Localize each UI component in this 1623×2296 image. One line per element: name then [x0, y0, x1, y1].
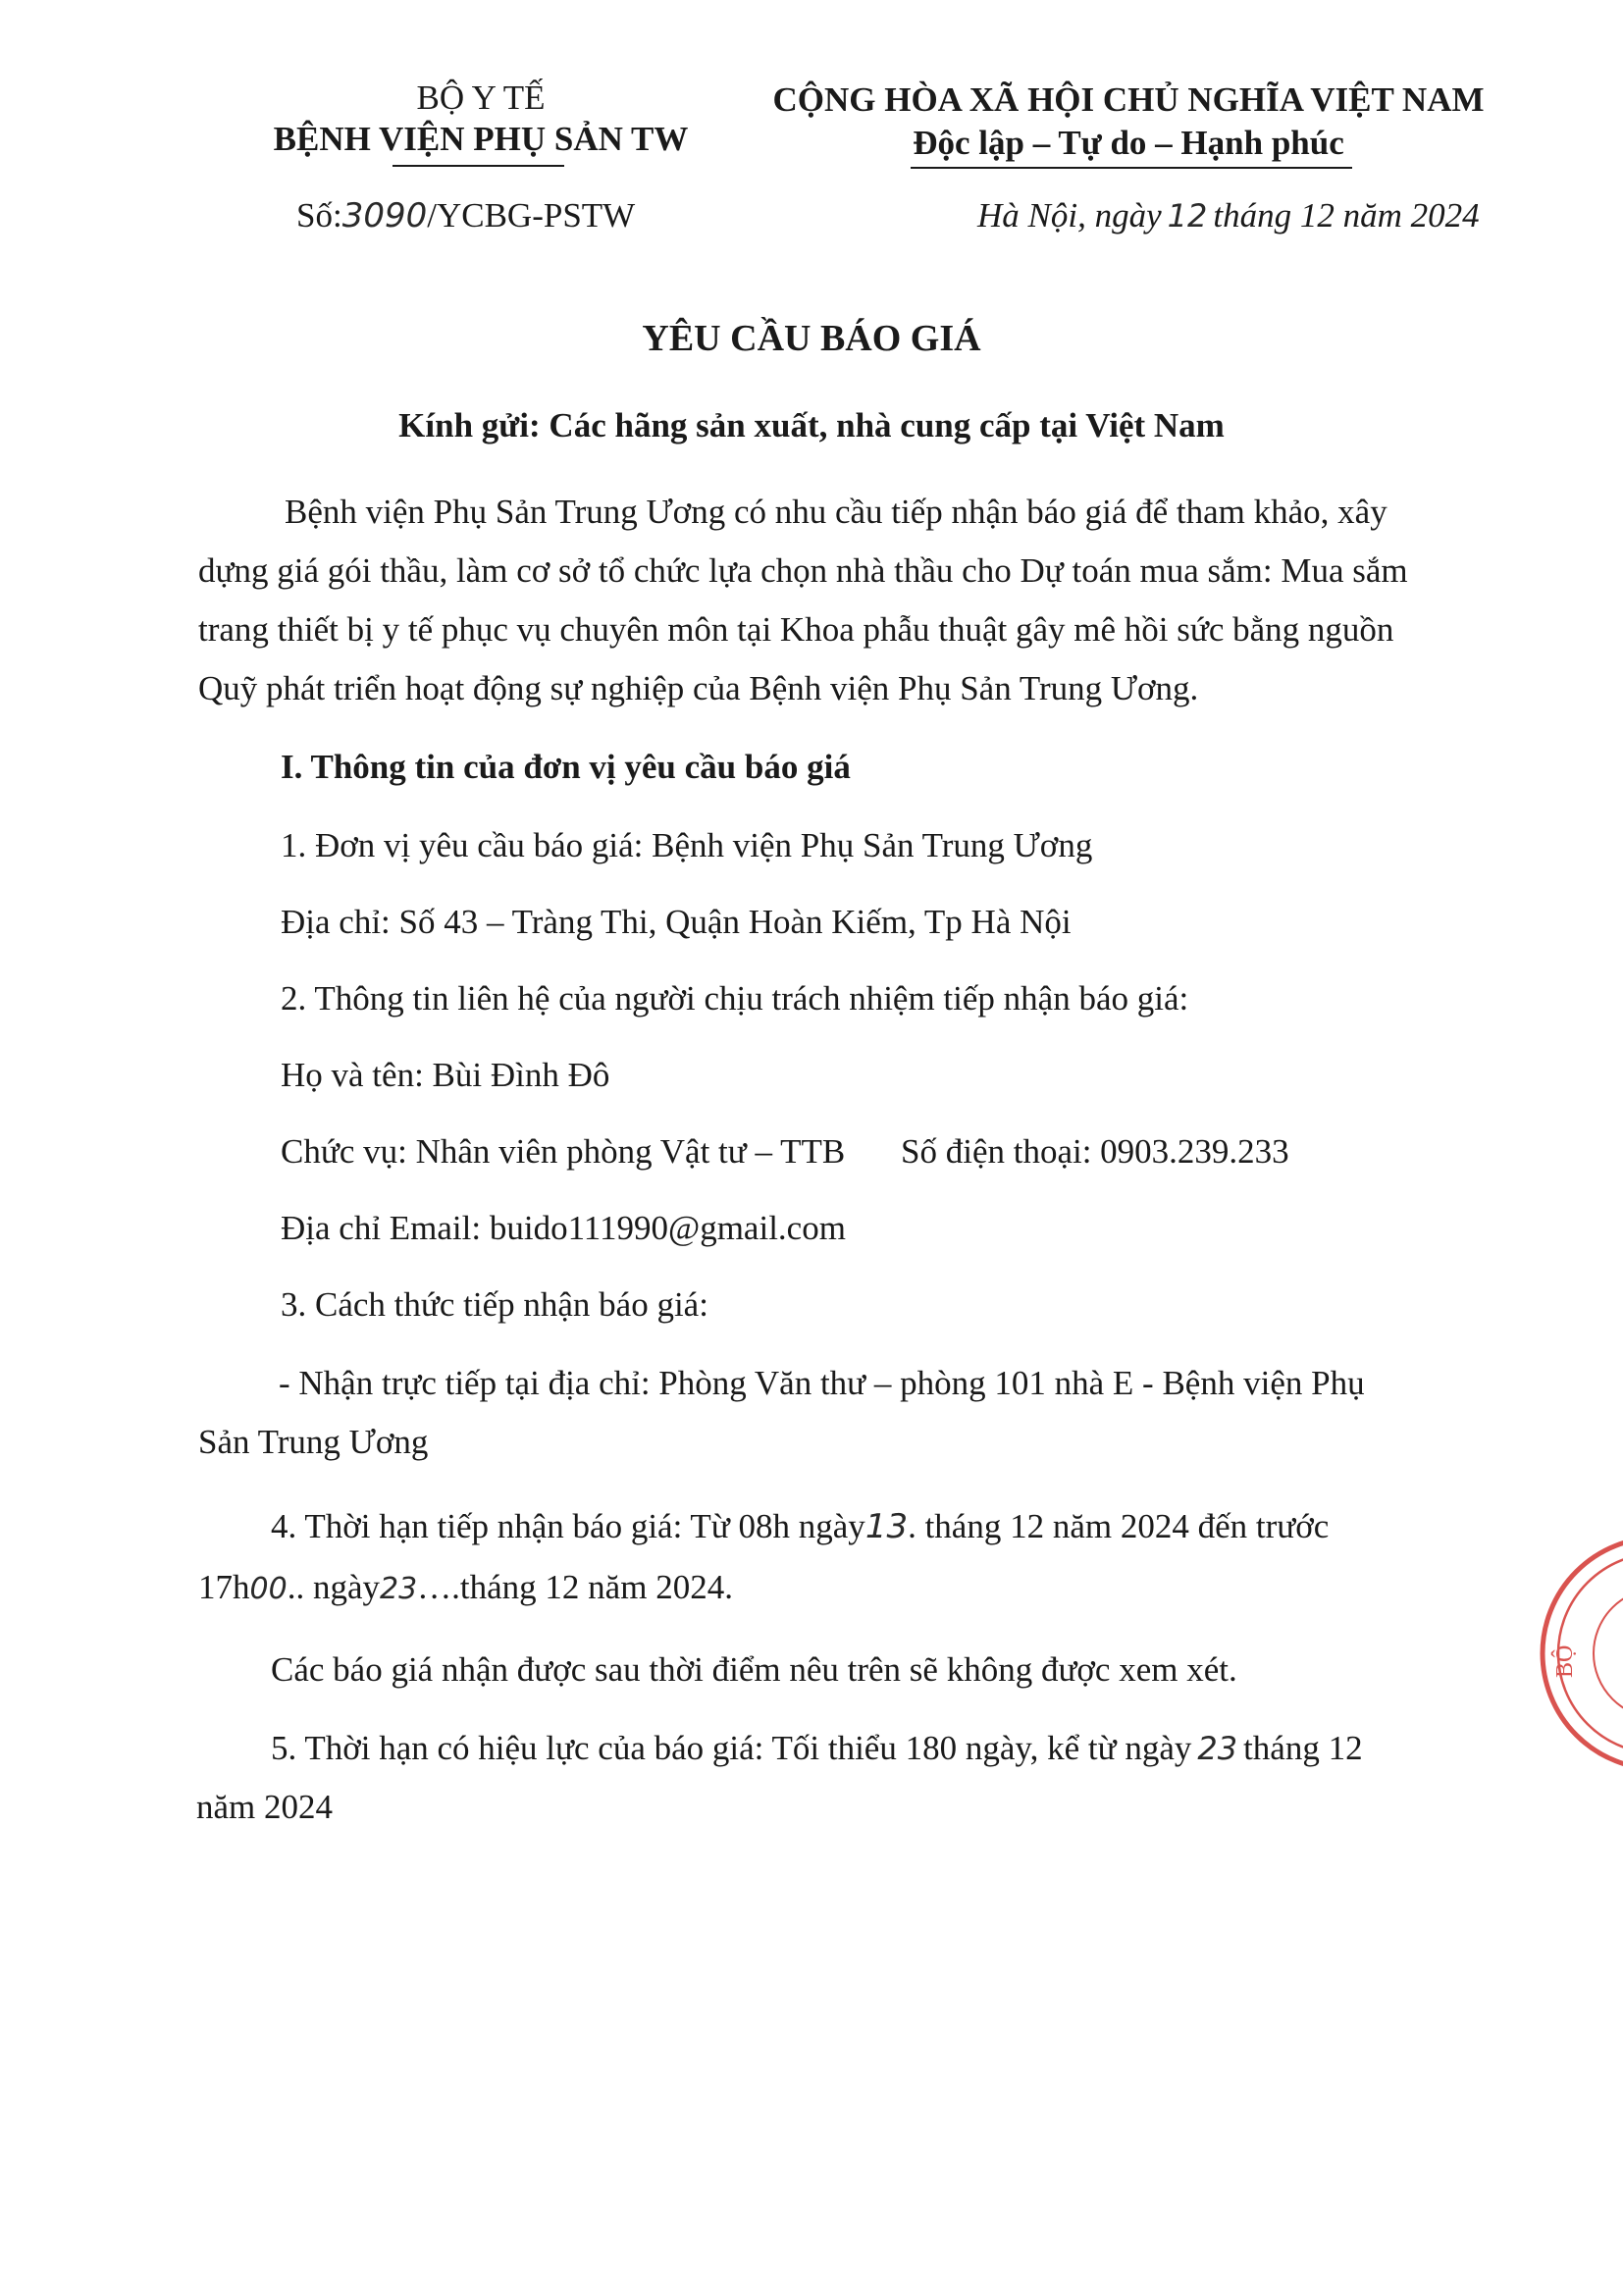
- item-4-handwritten-day: 13: [864, 1507, 909, 1546]
- section-1-heading: I. Thông tin của đơn vị yêu cầu báo giá: [281, 748, 851, 786]
- item-5-handwritten-day: 23: [1197, 1730, 1238, 1767]
- late-quote-note: Các báo giá nhận được sau thời điểm nêu trên sẽ không được xem xét.: [271, 1650, 1237, 1689]
- hospital-underline: [393, 165, 564, 167]
- item-4-line-1: [271, 1505, 1329, 1548]
- recipient-line: Kính gửi: Các hãng sản xuất, nhà cung cấp tại Việt Nam: [398, 406, 1225, 444]
- number-prefix: Số:: [296, 196, 342, 235]
- intro-line-4: Quỹ phát triển hoạt động sự nghiệp của Bệnh viện Phụ Sản Trung Ương.: [198, 669, 1199, 707]
- number-suffix: /YCBG-PSTW: [427, 196, 636, 235]
- item-4-part-a: 4. Thời hạn tiếp nhận báo giá: Từ 08h ngày: [271, 1507, 865, 1545]
- intro-line-1: Bệnh viện Phụ Sản Trung Ương có nhu cầu tiếp nhận báo giá để tham khảo, xây: [285, 493, 1387, 531]
- item-4-part-c: 17h: [198, 1568, 250, 1606]
- item-4-part-b: . tháng 12 năm 2024 đến trước: [908, 1507, 1330, 1545]
- contact-email: Địa chỉ Email: buido111990@gmail.com: [281, 1209, 846, 1247]
- date-suffix: tháng 12 năm 2024: [1213, 196, 1480, 235]
- item-2-contact: 2. Thông tin liên hệ của người chịu trách nhiệm tiếp nhận báo giá:: [281, 979, 1189, 1018]
- contact-phone: Số điện thoại: 0903.239.233: [901, 1132, 1289, 1171]
- date-prefix: Hà Nội, ngày: [977, 196, 1162, 235]
- item-5-line-2: năm 2024: [196, 1788, 334, 1826]
- date-handwritten: 12: [1167, 197, 1208, 235]
- item-4-part-e: ….tháng 12 năm 2024.: [417, 1568, 733, 1606]
- item-4-line-2: [198, 1566, 733, 1609]
- intro-line-2: dựng giá gói thầu, làm cơ sở tổ chức lựa chọn nhà thầu cho Dự toán mua sắm: Mua sắm: [198, 551, 1408, 590]
- address-line: Địa chỉ: Số 43 – Tràng Thi, Quận Hoàn Kiếm, Tp Hà Nội: [281, 903, 1072, 941]
- item-4-part-d: .. ngày: [287, 1568, 380, 1606]
- item-3-line-2: Sản Trung Ương: [198, 1423, 429, 1461]
- number-handwritten: 3090: [341, 196, 428, 235]
- contact-position: Chức vụ: Nhân viên phòng Vật tư – TTB: [281, 1132, 846, 1171]
- intro-line-3: trang thiết bị y tế phục vụ chuyên môn tại Khoa phẫu thuật gây mê hồi sức bằng nguồn: [198, 610, 1394, 649]
- place-date: [977, 194, 1480, 237]
- item-3-method: 3. Cách thức tiếp nhận báo giá:: [281, 1285, 708, 1324]
- item-1-unit: 1. Đơn vị yêu cầu báo giá: Bệnh viện Phụ Sản Trung Ương: [281, 826, 1093, 864]
- item-4-handwritten-minute: 00: [249, 1572, 288, 1606]
- ministry-name: BỘ Y TẾ: [416, 78, 546, 117]
- document-title: YÊU CẦU BÁO GIÁ: [642, 318, 981, 359]
- stamp-text: BỘ: [1552, 1644, 1578, 1678]
- country-name: CỘNG HÒA XÃ HỘI CHỦ NGHĨA VIỆT NAM: [772, 80, 1485, 119]
- item-5-line-1: [271, 1727, 1363, 1770]
- official-stamp: [1511, 1531, 1623, 1786]
- item-3-line-1: - Nhận trực tiếp tại địa chỉ: Phòng Văn thư – phòng 101 nhà E - Bệnh viện Phụ: [279, 1364, 1365, 1402]
- item-5-part-a: 5. Thời hạn có hiệu lực của báo giá: Tối thiểu 180 ngày, kể từ ngày: [271, 1729, 1192, 1767]
- document-number: [296, 194, 635, 237]
- contact-name: Họ và tên: Bùi Đình Đô: [281, 1056, 610, 1094]
- national-motto: Độc lập – Tự do – Hạnh phúc: [913, 124, 1344, 162]
- motto-underline: [911, 167, 1352, 169]
- item-5-part-b: tháng 12: [1243, 1729, 1363, 1767]
- hospital-name: BỆNH VIỆN PHỤ SẢN TW: [273, 120, 689, 158]
- item-4-handwritten-end-day: 23: [379, 1572, 418, 1606]
